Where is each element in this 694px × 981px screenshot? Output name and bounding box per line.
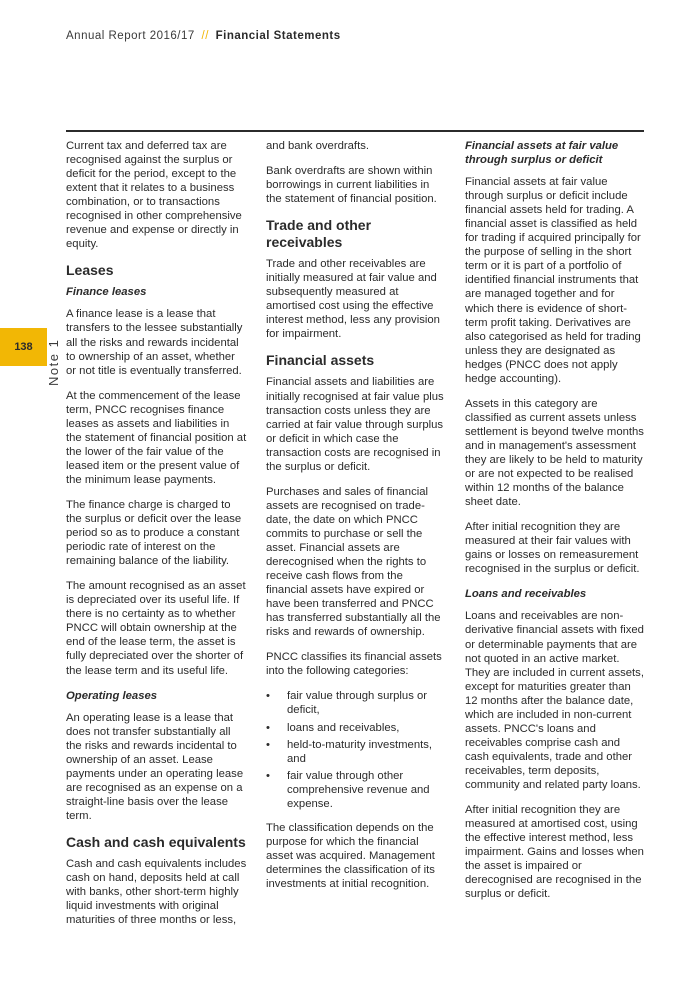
category-list <box>266 689 447 810</box>
paragraph: Loans and receivables are non-derivative financial assets with fixed or determinable payments that are not quoted in an active market. They are included in current assets, except for maturities greater than 12 months after the balance date, which are included in non-current assets. PNCC's loans and receivables comprise cash and cash equivalents, trade and other receivables, term deposits, community and related party loans. <box>465 610 644 791</box>
list-item: • held-to-maturity investments, and <box>266 738 447 766</box>
paragraph: PNCC classifies its financial assets into the following categories: <box>266 651 442 678</box>
paragraph: Financial assets and liabilities are initially recognised at fair value plus transaction costs unless they are carried at fair value through surplus or deficit in which case the transaction costs are recognised in the surplus or deficit. <box>266 376 444 473</box>
paragraph: A finance lease is a lease that transfers to the lessee substantially all the risks and rewards incidental to ownership of an asset, whether or not title is eventually transferred. <box>66 308 243 377</box>
subheading-finance-leases: Finance leases <box>66 286 147 299</box>
paragraph: Assets in this category are classified as current assets unless settlement is beyond twelve months and in management's assessment they are likely to be held to maturity or are not expected to be realised within 12 months of the balance sheet date. <box>465 397 644 509</box>
paragraph: At the commencement of the lease term, PNCC recognises finance leases as assets and liabilities in the statement of financial position at the lower of the fair value of the leased item or the present value of the minimum lease payments. <box>66 389 247 486</box>
running-header <box>66 30 341 42</box>
subheading-fvtsd: Financial assets at fair value through surplus or deficit <box>465 140 619 167</box>
side-note-label: Note 1 <box>46 338 61 386</box>
subheading-loans-receivables: Loans and receivables <box>465 588 587 601</box>
paragraph: After initial recognition they are measured at their fair values with gains or losses on remeasurement recognised in the surplus or deficit. <box>465 521 640 576</box>
column-3 <box>465 139 646 912</box>
list-item: • fair value through other comprehensive revenue and expense. <box>266 769 447 811</box>
paragraph: Current tax and deferred tax are recognised against the surplus or deficit for the period, except to the extent that it relates to a business combination, or to transactions recognised in other comprehensive revenue and expense or directly in equity. <box>66 140 242 251</box>
paragraph: Financial assets at fair value through surplus or deficit include financial assets held for trading. A financial asset is classified as held for trading if acquired principally for the purpose of selling in the short term or it is part of a portfolio of identified financial instruments that are managed together and for which there is evidence of short-term profit taking. Derivatives are also categorised as held for trading unless they are designated as hedges (PNCC does not apply hedge accounting). <box>465 176 641 385</box>
heading-financial-assets: Financial assets <box>266 352 375 369</box>
paragraph: After initial recognition they are measured at amortised cost, using the effective interest method, less impairment. Gains and losses when the asset is impaired or derecognised are recognised in the surplus or deficit. <box>465 804 644 901</box>
report-title: Annual Report 2016/17 <box>66 30 195 42</box>
paragraph: Purchases and sales of financial assets are recognised on trade-date, the date on which PNCC commits to purchase or sell the asset. Financial assets are derecognised when the rights to receive cash flows from the financial assets have expired or have been transferred and PNCC has transferred substantially all the risks and rewards of ownership. <box>266 485 441 639</box>
top-rule <box>66 130 644 132</box>
paragraph: An operating lease is a lease that does not transfer substantially all the risks and rewards incidental to ownership of an asset. Lease payments under an operating lease are recognised as an expense on a straight-line basis over the lease term. <box>66 711 244 822</box>
subheading-operating-leases: Operating leases <box>66 689 158 702</box>
paragraph: Cash and cash equivalents includes cash on hand, deposits held at call with banks, other short-term highly liquid investments with original maturities of three months or less, <box>66 857 247 927</box>
paragraph: Trade and other receivables are initially measured at fair value and subsequently measured at amortised cost using the effective interest method, less any provision for impairment. <box>266 258 440 341</box>
column-1 <box>66 139 248 938</box>
paragraph: The classification depends on the purpose for which the financial asset was acquired. Management determines the classification of its investments at initial recognition. <box>266 821 435 890</box>
section-title: Financial Statements <box>215 30 341 42</box>
list-item: • fair value through surplus or deficit, <box>266 689 447 717</box>
page-number-tab <box>0 328 47 366</box>
paragraph: Bank overdrafts are shown within borrowings in current liabilities in the statement of financial position. <box>266 165 437 206</box>
paragraph: The amount recognised as an asset is depreciated over its useful life. If there is no certainty as to whether PNCC will obtain ownership at the end of the lease term, the asset is fully depreciated over the shorter of the lease term and its useful life. <box>66 580 246 677</box>
paragraph: and bank overdrafts. <box>266 140 369 152</box>
paragraph: The finance charge is charged to the surplus or deficit over the lease period so as to produce a constant periodic rate of interest on the remaining balance of the liability. <box>66 498 242 568</box>
column-2 <box>266 139 447 902</box>
header-separator: // <box>201 30 209 42</box>
heading-trade-receivables: Trade and other receivables <box>266 217 372 251</box>
list-item: • loans and receivables, <box>266 721 447 735</box>
heading-leases: Leases <box>66 262 114 279</box>
page-number: 138 <box>14 341 33 353</box>
heading-cash: Cash and cash equivalents <box>66 833 246 850</box>
